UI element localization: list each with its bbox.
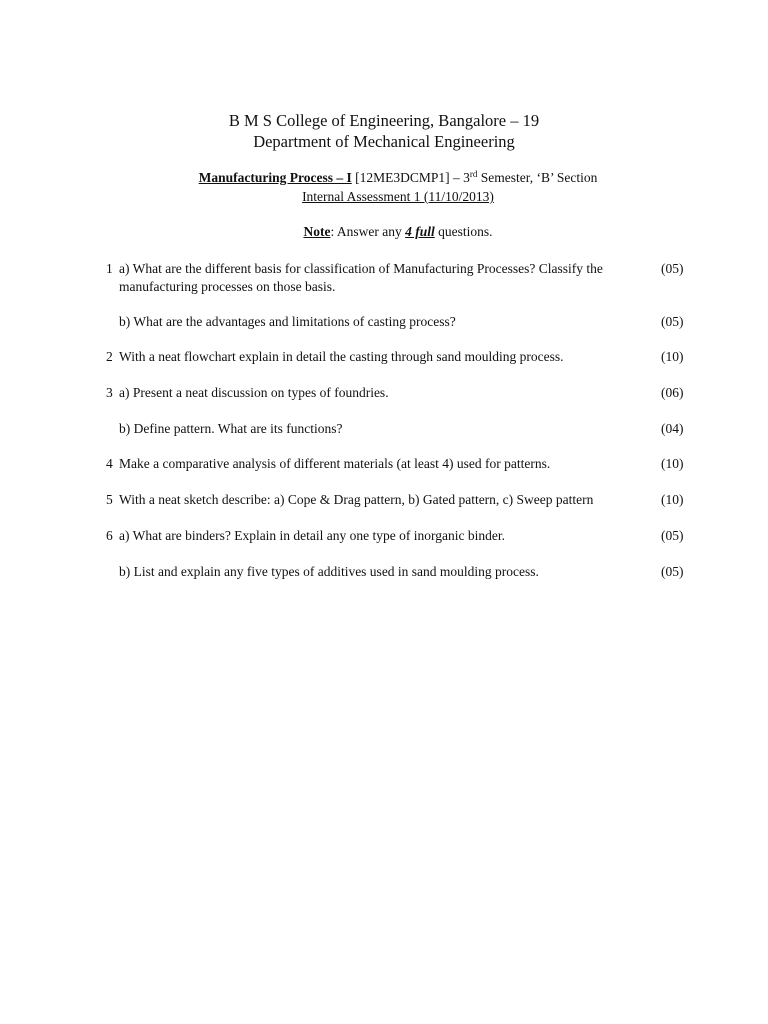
question-text: With a neat flowchart explain in detail the casting through sand moulding process. [119,349,564,364]
question-row [0,491,768,509]
question-row [0,563,768,581]
course-code: [12ME3DCMP1] – 3 [351,170,470,185]
note-post: questions. [434,224,493,239]
assessment-title [0,188,768,206]
question-marks: (10) [661,492,684,507]
question-text: b) Define pattern. What are its functions? [119,421,343,436]
question-number: 2 [106,349,113,364]
semester-section: Semester, ‘B’ Section [477,170,598,185]
question-number: 1 [106,261,113,276]
question-marks: (05) [661,261,684,276]
question-row [0,313,768,331]
question-row [0,260,768,296]
course-name: Manufacturing Process – I [198,170,352,185]
question-text: a) What are the different basis for classification of Manufacturing Processes? Classify the manufacturing processes on those basis. [119,261,603,294]
question-marks: (10) [661,349,684,364]
assessment-title-text: Internal Assessment 1 (11/10/2013) [302,189,494,204]
question-row [0,348,768,366]
question-text: With a neat sketch describe: a) Cope & Drag pattern, b) Gated pattern, c) Sweep pattern [119,492,594,507]
question-text: Make a comparative analysis of different materials (at least 4) used for patterns. [119,456,551,471]
question-number: 6 [106,528,113,543]
question-row [0,455,768,473]
question-text: b) List and explain any five types of additives used in sand moulding process. [119,564,539,579]
note-pre: Answer any [334,224,406,239]
question-row [0,527,768,545]
question-marks: (04) [661,421,684,436]
question-text: a) Present a neat discussion on types of foundries. [119,385,389,400]
note-emphasis: 4 full [405,224,435,239]
note-label: Note [303,224,331,239]
question-row [0,384,768,402]
instruction-note [0,223,768,241]
semester-superscript: rd [469,169,478,179]
question-number: 5 [106,492,113,507]
question-marks: (10) [661,456,684,471]
department-name: Department of Mechanical Engineering [253,132,515,151]
course-line [0,169,768,187]
question-text: a) What are binders? Explain in detail any one type of inorganic binder. [119,528,505,543]
question-marks: (06) [661,385,684,400]
question-number: 3 [106,385,113,400]
question-text: b) What are the advantages and limitations of casting process? [119,314,456,329]
note-colon: : [330,224,335,239]
college-name: B M S College of Engineering, Bangalore – 19 [228,111,540,130]
question-marks: (05) [661,564,684,579]
question-number: 4 [106,456,113,471]
question-row [0,420,768,438]
question-marks: (05) [661,314,684,329]
question-marks: (05) [661,528,684,543]
